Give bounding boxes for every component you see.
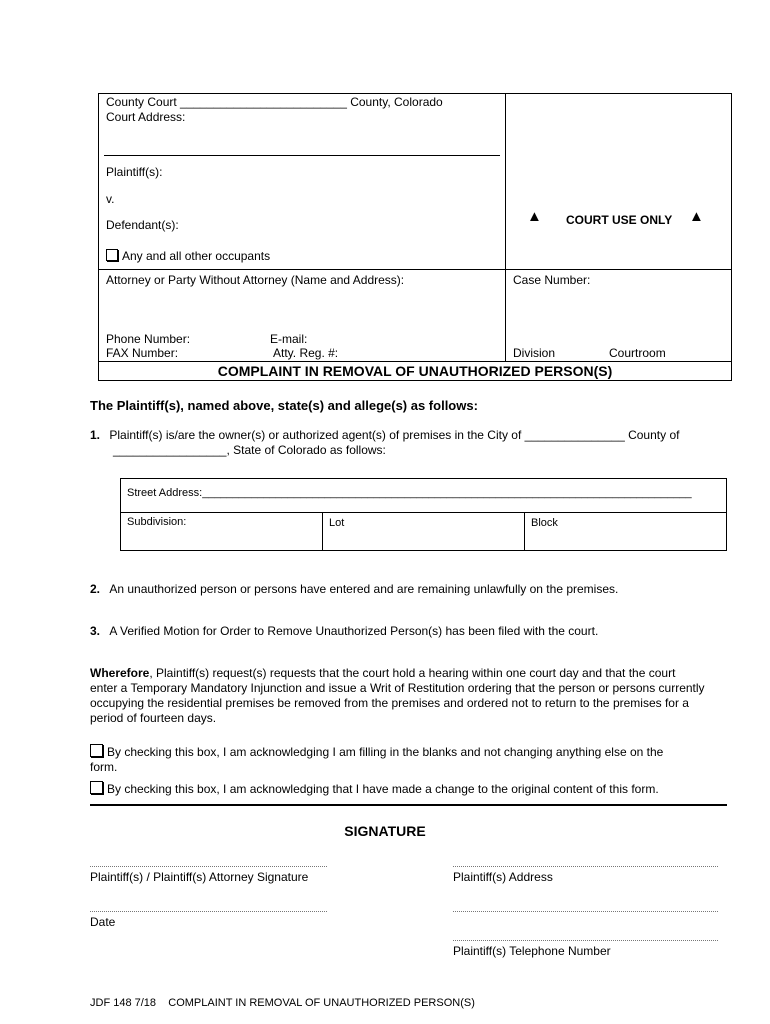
item-number: 3. [90, 624, 101, 638]
address-row-line [120, 512, 727, 513]
phone-label: Phone Number: [106, 332, 191, 346]
atty-reg-label: Atty. Reg. #: [273, 346, 339, 360]
occupants-option[interactable] [106, 249, 270, 264]
document-title: COMPLAINT IN REMOVAL OF UNAUTHORIZED PERSON(S) [217, 363, 613, 379]
address-col-line [524, 512, 525, 551]
item-1 [90, 428, 730, 458]
item-number: 2. [90, 582, 101, 596]
item-2-text: An unauthorized person or persons have entered and are remaining unlawfully on the premises. [109, 582, 619, 596]
caption-divider [505, 93, 506, 361]
court-line: County Court _________________________ County, Colorado [106, 95, 443, 109]
wherefore-line-4: period of fourteen days. [90, 711, 217, 725]
courtroom-label: Courtroom [609, 346, 666, 360]
intro-heading: The Plaintiff(s), named above, state(s) and allege(s) as follows: [90, 398, 478, 413]
court-separator-line [104, 155, 500, 156]
telephone-label: Plaintiff(s) Telephone Number [453, 944, 611, 958]
attorney-separator-line [98, 269, 732, 270]
triangle-up-icon: ▲ [689, 208, 704, 225]
address-line-2[interactable] [453, 911, 718, 913]
item-3-text: A Verified Motion for Order to Remove Unauthorized Person(s) has been filed with the court. [109, 624, 599, 638]
checkbox-no-changes[interactable] [90, 744, 730, 775]
case-number-label: Case Number: [513, 273, 591, 287]
item-1-text-b: _________________, State of Colorado as follows: [113, 443, 386, 457]
item-3 [90, 624, 730, 639]
wherefore-line-2: enter a Temporary Mandatory Injunction and issue a Writ of Restitution ordering that the person or persons currently [90, 681, 705, 695]
lot-field[interactable]: Lot [329, 517, 345, 529]
checkbox-changes-made[interactable] [90, 781, 730, 797]
no-changes-checkbox-icon[interactable] [90, 744, 103, 757]
attorney-signature-line[interactable] [90, 866, 327, 868]
versus-label: v. [106, 192, 115, 206]
court-use-only: COURT USE ONLY [566, 213, 673, 227]
wherefore-paragraph [90, 666, 730, 726]
street-address-field[interactable]: Street Address:________________________________________________________________________________ [127, 487, 692, 499]
triangle-up-icon: ▲ [527, 208, 542, 225]
telephone-line[interactable] [453, 940, 718, 942]
subdivision-field[interactable]: Subdivision: [127, 516, 187, 528]
caption-box [98, 93, 732, 381]
wherefore-line-3: occupying the residential premises be removed from the premises and ordered not to return to the premises for a [90, 696, 689, 710]
address-label: Plaintiff(s) Address [453, 870, 553, 884]
attorney-signature-label: Plaintiff(s) / Plaintiff(s) Attorney Signature [90, 870, 309, 884]
item-1-text-a: Plaintiff(s) is/are the owner(s) or authorized agent(s) of premises in the City of _______________ County of [109, 428, 680, 442]
address-line[interactable] [453, 866, 718, 868]
changes-made-text: By checking this box, I am acknowledging that I have made a change to the original content of this form. [107, 782, 659, 796]
section-rule [90, 804, 727, 806]
plaintiffs-label: Plaintiff(s): [106, 165, 163, 179]
item-2 [90, 582, 730, 597]
signature-heading: SIGNATURE [344, 823, 426, 839]
occupants-label: Any and all other occupants [122, 249, 271, 263]
wherefore-line-1: , Plaintiff(s) request(s) requests that the court hold a hearing within one court day and that the court [149, 666, 676, 680]
block-field[interactable]: Block [531, 517, 558, 529]
court-address-label: Court Address: [106, 110, 186, 124]
changes-made-checkbox-icon[interactable] [90, 781, 103, 794]
wherefore-lead: Wherefore [90, 666, 150, 680]
form-footer: JDF 148 7/18 COMPLAINT IN REMOVAL OF UNAUTHORIZED PERSON(S) [90, 997, 475, 1009]
address-col-line [322, 512, 323, 551]
no-changes-text-a: By checking this box, I am acknowledging I am filling in the blanks and not changing anything else on the [107, 745, 664, 759]
date-label: Date [90, 915, 116, 929]
fax-label: FAX Number: [106, 346, 179, 360]
division-label: Division [513, 346, 556, 360]
item-number: 1. [90, 428, 101, 442]
no-changes-text-b: form. [90, 760, 118, 774]
date-line[interactable] [90, 911, 327, 913]
attorney-label: Attorney or Party Without Attorney (Name and Address): [106, 273, 405, 287]
occupants-checkbox-icon[interactable] [106, 249, 118, 261]
email-label: E-mail: [270, 332, 308, 346]
defendants-label: Defendant(s): [106, 218, 179, 232]
